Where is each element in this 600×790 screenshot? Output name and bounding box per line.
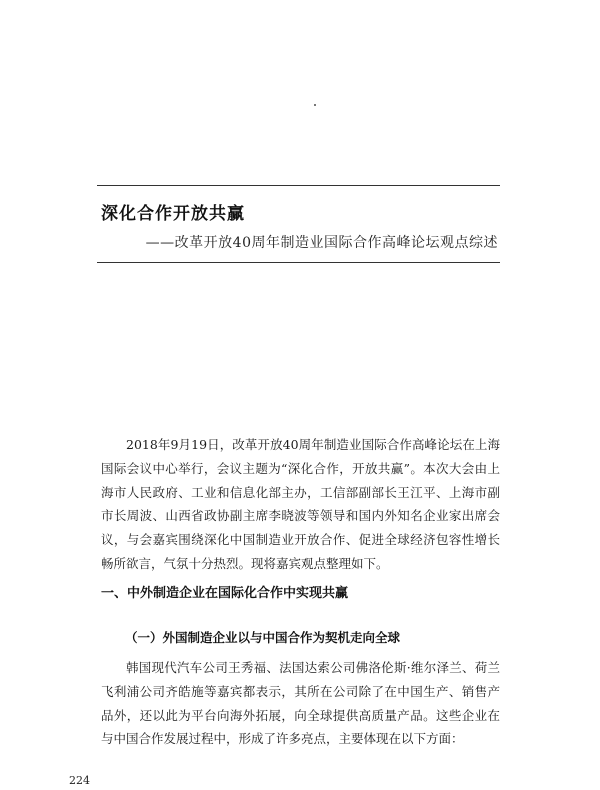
page-number: 224 <box>69 774 90 787</box>
article-title: 深化合作开放共赢 <box>101 204 245 224</box>
article-subtitle: ——改革开放40周年制造业国际合作高峰论坛观点综述 <box>145 235 498 251</box>
scan-speck <box>314 104 316 106</box>
subsection-heading: （一）外国制造企业以与中国合作为契机走向全球 <box>125 630 401 645</box>
section-heading: 一、中外制造企业在国际化合作中实现共赢 <box>101 586 349 601</box>
intro-paragraph: 2018年9月19日，改革开放40周年制造业国际合作高峰论坛在上海国际会议中心举行，会议主题为“深化合作，开放共赢”。本次大会由上海市人民政府、工业和信息化部主办，工信部副部长王江平、上海市副市长周波、山西省政协副主席李晓波等领导和国内外知名企业家出席会议，与会嘉宾围绕深化中国制造业开放合作、促进全球经济包容性增长畅所欲言，气氛十分热烈。现将嘉宾观点整理如下。 <box>101 437 500 571</box>
title-bottom-rule <box>97 262 500 263</box>
body-paragraph: 韩国现代汽车公司王秀福、法国达索公司佛洛伦斯·维尔泽兰、荷兰飞利浦公司齐皓施等嘉宾都表示，其所在公司除了在中国生产、销售产品外，还以此为平台向海外拓展，向全球提供高质量产品。这些企业在与中国合作发展过程中，形成了许多亮点，主要体现在以下方面： <box>101 660 500 747</box>
title-top-rule <box>97 185 500 186</box>
